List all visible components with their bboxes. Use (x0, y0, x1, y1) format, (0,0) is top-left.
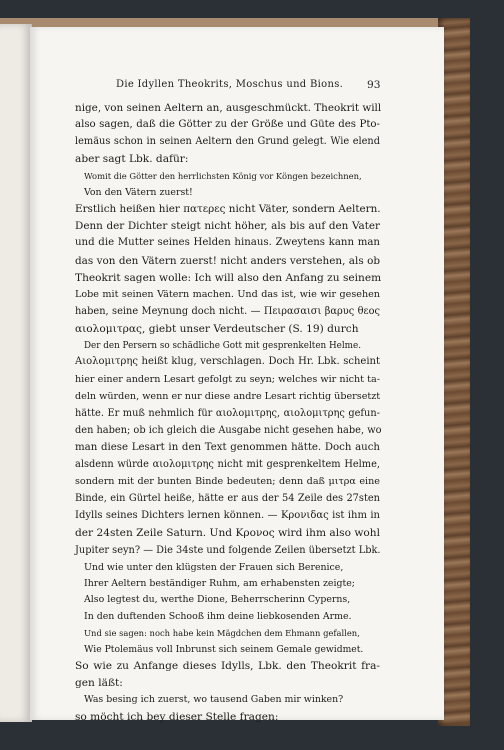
page-number: 93 (367, 79, 381, 91)
text-line: Denn der Dichter steigt nicht höher, als bis auf den Vater (75, 220, 380, 233)
text-line: den haben; ob ich gleich die Ausgabe nicht gesehen habe, wo (75, 424, 382, 436)
text-line: sondern mit der bunten Binde bedeuten; denn daß μιτρα eine (75, 476, 380, 488)
text-line: hier einer andern Lesart gefolgt zu seyn; welches wir nicht ta- (75, 373, 380, 385)
quotation-line: Von den Vätern zuerst! (84, 186, 193, 198)
quotation-line: Also legtest du, werthe Dione, Beherrscherinn Cyperns, (84, 594, 351, 606)
quotation-line: Wie Ptolemäus voll Inbrunst sich seinem Gemale gewidmet. (84, 643, 364, 655)
quotation-line: Ihrer Aeltern beständiger Ruhm, am erhabensten zeigte; (84, 578, 355, 589)
quotation-line: Und sie sagen: noch habe kein Mägdchen dem Ehmann gefallen, (84, 628, 360, 639)
text-line: also sagen, daß die Götter zu der Größe und Güte des Pto- (75, 119, 380, 131)
text-line: haben, seine Meynung doch nicht. — Πειρασαισι βαρυς θεος (75, 305, 380, 317)
text-line: alsdenn würde αιολομιτρης nicht mit gesprenkeltem Helme, (75, 459, 380, 470)
quotation-line: Der den Persern so schädliche Gott mit gesprenkelten Helme. (84, 341, 362, 351)
text-line: der 24sten Zeile Saturn. Und Κρονος wird ihm also wohl (75, 527, 380, 540)
text-line: aber sagt Lbk. dafür: (75, 153, 189, 166)
quotation-line: Und wie unter den klügsten der Frauen sich Berenice, (84, 561, 344, 573)
quotation-line: Was besing ich zuerst, wo tausend Gaben mir winken? (84, 694, 344, 706)
text-line: So wie zu Anfange dieses Idylls, Lbk. den Theokrit fra- (75, 660, 380, 672)
text-line: lemäus schon in seinen Aeltern den Grund gelegt. Wie elend (75, 136, 380, 148)
text-line: das von den Vätern zuerst! nicht anders verstehen, als ob (75, 254, 380, 267)
quotation-line: In den duftenden Schooß ihm deine liebkosenden Arme. (84, 610, 352, 622)
text-line: Jupiter seyn? — Die 34ste und folgende Zeilen übersetzt Lbk. (75, 544, 381, 556)
facing-page-edge (0, 24, 32, 722)
quotation-line: Womit die Götter den herrlichsten König vor Köngen bezeichnen, (84, 171, 362, 182)
text-line: αιολομιτρας, giebt unser Verdeutscher (S. 19) durch (75, 322, 359, 335)
running-title: Die Idyllen Theokrits, Moschus und Bions. (116, 79, 344, 90)
text-line: Αιολομιτρης heißt klug, verschlagen. Doch Hr. Lbk. scheint (75, 356, 380, 368)
text-line: deln würden, wenn er nur diese andre Lesart richtig übersetzt (75, 390, 381, 402)
text-line: hätte. Er muß nehmlich für αιολομιτρης, αιολομιτρης gefun- (75, 407, 380, 419)
text-line: nige, von seinen Aeltern an, ausgeschmückt. Theokrit will (75, 102, 382, 114)
text-line: Idylls seines Dichters lernen können. — Κρονιδας ist ihm in (75, 510, 380, 522)
text-line: Erstlich heißen hier πατερες nicht Väter, sondern Aeltern. (75, 203, 381, 216)
text-line: gen läßt: (75, 677, 123, 690)
text-line: so möcht ich bey dieser Stelle fragen: (75, 710, 279, 723)
text-line: Theokrit sagen wolle: Ich will also den Anfang zu seinem (75, 271, 382, 284)
text-line: Lobe mit seinen Vätern machen. Und das ist, wie wir gesehen (75, 288, 380, 300)
text-line: Binde, ein Gürtel heiße, hätte er aus der 54 Zeile des 27sten (75, 493, 380, 505)
text-line: und die Mutter seines Helden hinaus. Zweytens kann man (75, 237, 380, 249)
text-line: man diese Lesart in den Text genommen hätte. Doch auch (75, 441, 380, 453)
